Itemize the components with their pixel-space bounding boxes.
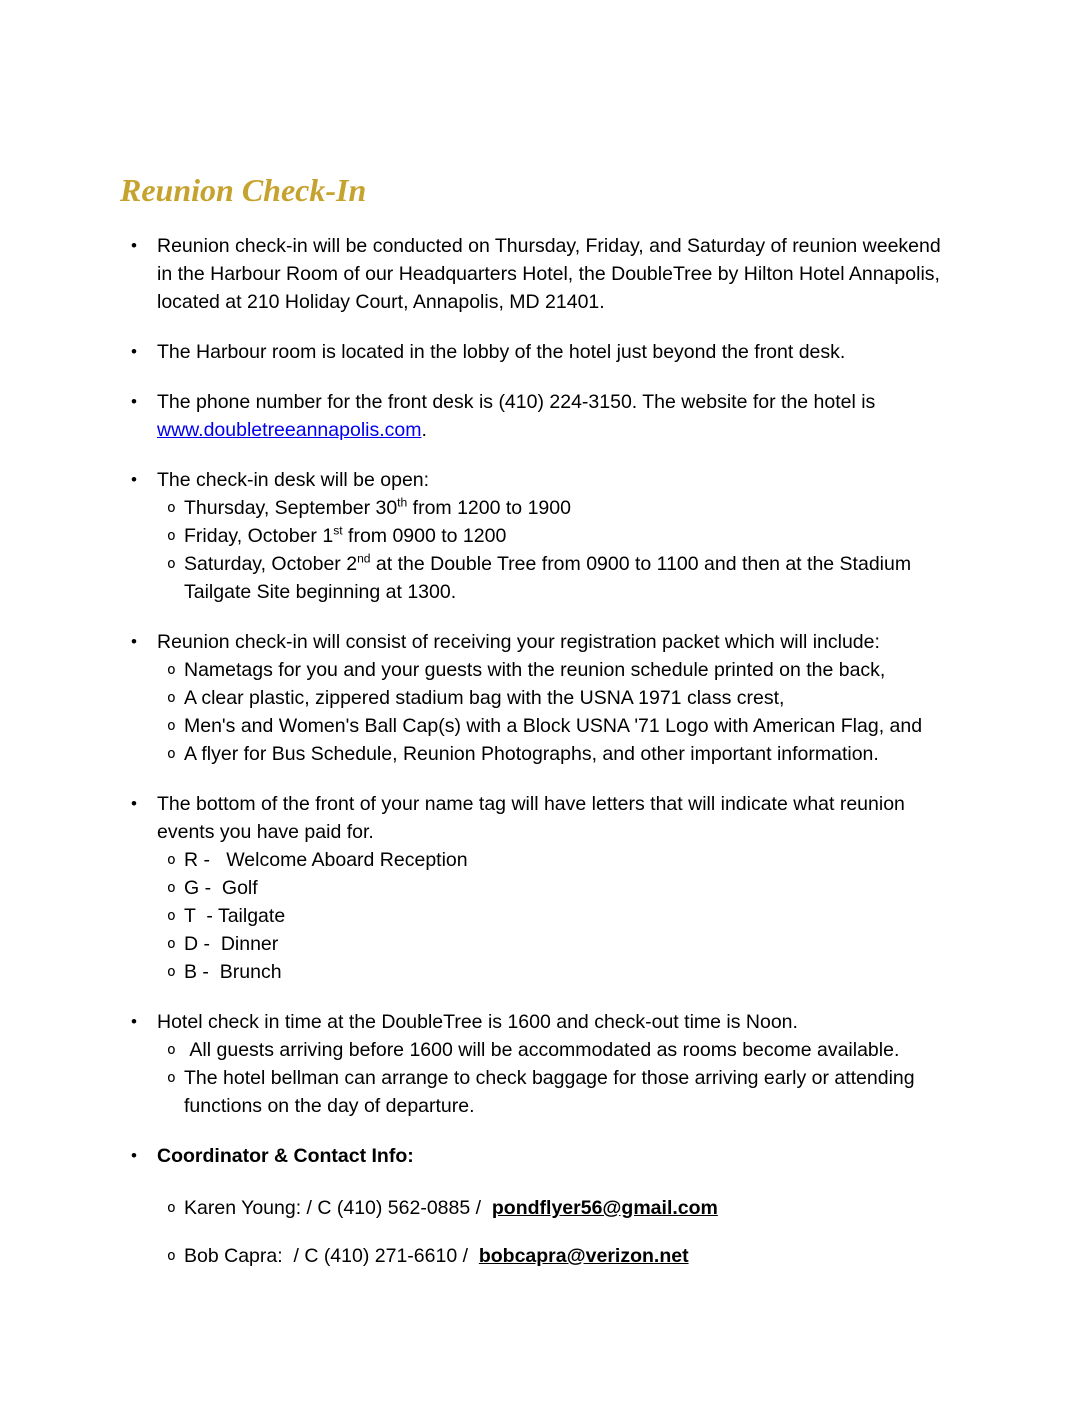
bullet-dot-icon: • bbox=[131, 236, 137, 255]
bullet-circle-icon: o bbox=[167, 528, 176, 544]
sub-list-item-karen-young bbox=[120, 1194, 960, 1222]
bullet-dot-icon: • bbox=[131, 632, 137, 651]
bullet-item-hotel-checkin-time bbox=[120, 1008, 960, 1120]
bullet-circle-icon: o bbox=[167, 1070, 176, 1086]
bullet-dot-icon: • bbox=[131, 342, 137, 361]
bullet-item-coordinator-contact bbox=[120, 1142, 960, 1270]
bullet-text: Reunion check-in will consist of receiving your registration packet which will include: bbox=[157, 631, 880, 653]
sub-text: from 0900 to 1200 bbox=[342, 525, 507, 547]
bullet-text: Reunion check-in will be conducted on Thursday, Friday, and Saturday of reunion weekend in the Harbour Room of our Headquarters Hotel, the DoubleTree by Hilton Hotel Annapolis, located at 210 Holiday Court, Annapolis, MD 21401. bbox=[157, 235, 947, 313]
list-item bbox=[120, 388, 960, 444]
sub-list-item-bellman bbox=[120, 1064, 960, 1120]
bullet-circle-icon: o bbox=[167, 718, 176, 734]
ordinal-suffix: st bbox=[333, 523, 343, 538]
karen-young-email-link[interactable]: pondflyer56@gmail.com bbox=[491, 1197, 718, 1219]
contact-text: Bob Capra: / C (410) 271-6610 / bbox=[184, 1245, 479, 1267]
list-item bbox=[120, 1008, 960, 1036]
sub-text: from 1200 to 1900 bbox=[407, 497, 571, 519]
sub-text: Thursday, September 30 bbox=[184, 497, 398, 519]
document-page bbox=[120, 170, 960, 1270]
bullet-item-nametag-letters bbox=[120, 790, 960, 986]
sub-text: D - Dinner bbox=[184, 933, 279, 955]
sub-list-item-reception bbox=[120, 846, 960, 874]
bullet-text: The bottom of the front of your name tag will have letters that will indicate what reunion events you have paid for. bbox=[157, 793, 911, 843]
bullet-circle-icon: o bbox=[167, 964, 176, 980]
section-heading: Coordinator & Contact Info: bbox=[157, 1145, 414, 1167]
bullet-text: . bbox=[421, 419, 427, 441]
sub-text: A clear plastic, zippered stadium bag with the USNA 1971 class crest, bbox=[184, 687, 785, 709]
list-item bbox=[120, 628, 960, 656]
sub-list-item-friday bbox=[120, 522, 960, 550]
sub-text: Nametags for you and your guests with the reunion schedule printed on the back, bbox=[184, 659, 886, 681]
bullet-dot-icon: • bbox=[131, 794, 137, 813]
sub-list-item-stadium-bag bbox=[120, 684, 960, 712]
bullet-circle-icon: o bbox=[167, 746, 176, 762]
sub-list-item-golf bbox=[120, 874, 960, 902]
bob-capra-email-link[interactable]: bobcapra@verizon.net bbox=[478, 1245, 689, 1267]
bullet-circle-icon: o bbox=[167, 880, 176, 896]
sub-text: Men's and Women's Ball Cap(s) with a Block USNA '71 Logo with American Flag, and bbox=[184, 715, 923, 737]
bullet-circle-icon: o bbox=[167, 662, 176, 678]
bullet-item-checkin-hours bbox=[120, 466, 960, 606]
sub-list-item-thursday bbox=[120, 494, 960, 522]
bullet-item-phone-website bbox=[120, 388, 960, 444]
sub-text: Saturday, October 2 bbox=[184, 553, 358, 575]
bullet-dot-icon: • bbox=[131, 1012, 137, 1031]
hotel-website-link[interactable]: www.doubletreeannapolis.com bbox=[157, 419, 422, 441]
sub-text: R - Welcome Aboard Reception bbox=[184, 849, 468, 871]
bullet-circle-icon: o bbox=[167, 690, 176, 706]
sub-text: at the Double Tree from 0900 to 1100 and then at the Stadium Tailgate Site beginning at 1300. bbox=[184, 553, 917, 603]
bullet-dot-icon: • bbox=[131, 1146, 137, 1165]
sub-text: Friday, October 1 bbox=[184, 525, 334, 547]
bullet-item-registration-packet bbox=[120, 628, 960, 768]
sub-list-item-early-arrivals bbox=[120, 1036, 960, 1064]
list-item bbox=[120, 466, 960, 494]
sub-text: All guests arriving before 1600 will be accommodated as rooms become available. bbox=[184, 1039, 900, 1061]
bullet-circle-icon: o bbox=[167, 1042, 176, 1058]
list-item bbox=[120, 338, 960, 366]
ordinal-suffix: nd bbox=[357, 551, 371, 566]
sub-list-item-saturday bbox=[120, 550, 960, 606]
bullet-circle-icon: o bbox=[167, 936, 176, 952]
ordinal-suffix: th bbox=[397, 495, 408, 510]
sub-text: G - Golf bbox=[184, 877, 258, 899]
bullet-text: The check-in desk will be open: bbox=[157, 469, 430, 491]
sub-text: B - Brunch bbox=[184, 961, 282, 983]
bullet-circle-icon: o bbox=[167, 500, 176, 516]
bullet-dot-icon: • bbox=[131, 470, 137, 489]
sub-text: The hotel bellman can arrange to check baggage for those arriving early or attending functions on the day of departure. bbox=[184, 1067, 921, 1117]
bullet-text: The phone number for the front desk is (410) 224-3150. The website for the hotel is bbox=[157, 391, 881, 413]
bullet-circle-icon: o bbox=[167, 852, 176, 868]
sub-list-item-brunch bbox=[120, 958, 960, 986]
sub-list-item-dinner bbox=[120, 930, 960, 958]
list-item bbox=[120, 1142, 960, 1170]
bullet-dot-icon: • bbox=[131, 392, 137, 411]
list-item bbox=[120, 232, 960, 316]
bullet-text: The Harbour room is located in the lobby of the hotel just beyond the front desk. bbox=[157, 341, 846, 363]
list-item bbox=[120, 790, 960, 846]
page-title: Reunion Check-In bbox=[120, 172, 367, 208]
sub-list-item-nametags bbox=[120, 656, 960, 684]
bullet-item-harbour-room bbox=[120, 338, 960, 366]
bullet-circle-icon: o bbox=[167, 1248, 176, 1264]
bullet-circle-icon: o bbox=[167, 556, 176, 572]
sub-text: A flyer for Bus Schedule, Reunion Photographs, and other important information. bbox=[184, 743, 879, 765]
sub-list-item-ball-caps bbox=[120, 712, 960, 740]
sub-list-item-flyer bbox=[120, 740, 960, 768]
bullet-text: Hotel check in time at the DoubleTree is 1600 and check-out time is Noon. bbox=[157, 1011, 798, 1033]
sub-text: T - Tailgate bbox=[184, 905, 286, 927]
bullet-circle-icon: o bbox=[167, 908, 176, 924]
sub-list-item-bob-capra bbox=[120, 1242, 960, 1270]
bullet-item-location bbox=[120, 232, 960, 316]
sub-list-item-tailgate bbox=[120, 902, 960, 930]
contact-text: Karen Young: / C (410) 562-0885 / bbox=[184, 1197, 492, 1219]
bullet-circle-icon: o bbox=[167, 1200, 176, 1216]
